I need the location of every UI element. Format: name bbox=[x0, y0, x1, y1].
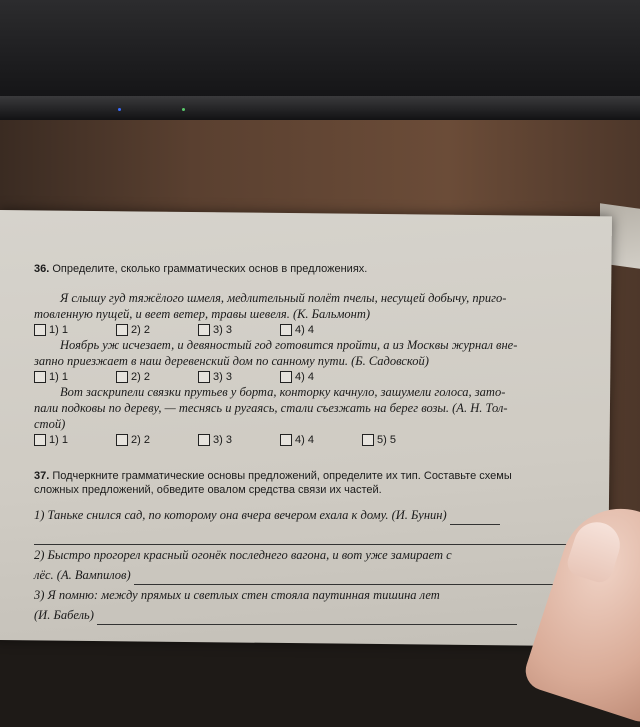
option-checkbox[interactable] bbox=[34, 371, 116, 383]
sentence-2 bbox=[34, 337, 604, 384]
task37-number: 37. bbox=[34, 470, 50, 482]
option-label: 4) 4 bbox=[295, 370, 314, 383]
option-checkbox[interactable] bbox=[116, 371, 198, 383]
checkbox-icon[interactable] bbox=[198, 324, 210, 336]
option-checkbox[interactable] bbox=[34, 324, 116, 336]
answer-line[interactable] bbox=[97, 614, 517, 625]
sentence-2-line2: запно приезжает в наш деревенский дом по санному пути. (Б. Садовской) bbox=[34, 354, 429, 368]
checkbox-icon[interactable] bbox=[362, 434, 374, 446]
sentence-3 bbox=[34, 384, 604, 447]
task36-number: 36. bbox=[34, 263, 50, 275]
task37-item-1 bbox=[34, 505, 604, 525]
checkbox-icon[interactable] bbox=[116, 434, 128, 446]
checkbox-icon[interactable] bbox=[280, 324, 292, 336]
option-label: 5) 5 bbox=[377, 433, 396, 446]
task37-item-2-cont bbox=[34, 565, 604, 585]
option-checkbox[interactable] bbox=[280, 434, 362, 446]
sentence-1-line2: товленную пущей, и веет ветер, травы шевеля. (К. Бальмонт) bbox=[34, 307, 371, 321]
task37-item-3-end: (И. Бабель) bbox=[34, 608, 94, 622]
task36-instruction: Определите, сколько грамматических основ в предложениях. bbox=[52, 263, 368, 275]
option-label: 4) 4 bbox=[295, 433, 314, 446]
task37-header bbox=[34, 469, 604, 483]
option-checkbox[interactable] bbox=[116, 324, 198, 336]
option-label: 3) 3 bbox=[213, 323, 232, 336]
option-checkbox[interactable] bbox=[116, 434, 198, 446]
option-label: 4) 4 bbox=[295, 323, 314, 336]
task37-item-2: 2) Быстро прогорел красный огонёк последнего вагона, и вот уже замирает с bbox=[34, 548, 452, 562]
task37-instruction-line2: сложных предложений, обведите овалом средства связи их частей. bbox=[34, 484, 382, 496]
option-checkbox[interactable] bbox=[280, 324, 362, 336]
option-checkbox[interactable] bbox=[362, 434, 444, 446]
sentence-3-line1: Вот заскрипели связки прутьев у борта, конторку качнуло, зашумели голоса, зато- bbox=[60, 385, 506, 399]
page-content bbox=[34, 262, 604, 625]
answer-line[interactable] bbox=[450, 514, 500, 525]
option-label: 2) 2 bbox=[131, 323, 150, 336]
option-checkbox[interactable] bbox=[198, 371, 280, 383]
answer-line-full[interactable] bbox=[34, 525, 604, 545]
option-label: 2) 2 bbox=[131, 433, 150, 446]
sentence-3-line2: пали подковы по дереву, — теснясь и ругаясь, стали съезжать на берег возы. (А. Н. Тол- bbox=[34, 401, 508, 415]
answer-line[interactable] bbox=[134, 574, 554, 585]
option-label: 3) 3 bbox=[213, 370, 232, 383]
checkbox-icon[interactable] bbox=[280, 371, 292, 383]
option-checkbox[interactable] bbox=[198, 324, 280, 336]
option-label: 1) 1 bbox=[49, 433, 68, 446]
task37-instruction-line1: Подчеркните грамматические основы предложений, определите их тип. Составьте схемы bbox=[52, 470, 512, 482]
sentence-1-options bbox=[34, 322, 604, 337]
task37-item-1-text: 1) Таньке снился сад, по которому она вчера вечером ехала к дому. (И. Бунин) bbox=[34, 508, 447, 522]
task36-header bbox=[34, 262, 604, 276]
option-checkbox[interactable] bbox=[280, 371, 362, 383]
option-label: 3) 3 bbox=[213, 433, 232, 446]
checkbox-icon[interactable] bbox=[198, 371, 210, 383]
sentence-3-options bbox=[34, 432, 604, 447]
sentence-2-line1: Ноябрь уж исчезает, и девяностый год готовится пройти, а из Москвы журнал вне- bbox=[60, 338, 518, 352]
option-label: 1) 1 bbox=[49, 370, 68, 383]
checkbox-icon[interactable] bbox=[116, 371, 128, 383]
option-label: 2) 2 bbox=[131, 370, 150, 383]
sentence-1-line1: Я слышу гуд тяжёлого шмеля, медлительный полёт пчелы, несущей добычу, приго- bbox=[60, 291, 507, 305]
task37-item-2-end: лёс. (А. Вампилов) bbox=[34, 568, 131, 582]
sentence-1 bbox=[34, 290, 604, 337]
option-checkbox[interactable] bbox=[198, 434, 280, 446]
checkbox-icon[interactable] bbox=[116, 324, 128, 336]
laptop-led bbox=[182, 108, 185, 111]
option-checkbox[interactable] bbox=[34, 434, 116, 446]
checkbox-icon[interactable] bbox=[34, 434, 46, 446]
task37-item-3-cont bbox=[34, 605, 604, 625]
sentence-2-options bbox=[34, 369, 604, 384]
sentence-3-line3: стой) bbox=[34, 417, 66, 431]
task37-item-3: 3) Я помню: между прямых и светлых стен стояла паутинная тишина лет bbox=[34, 588, 440, 602]
laptop-edge bbox=[0, 96, 640, 120]
laptop-led bbox=[118, 108, 121, 111]
checkbox-icon[interactable] bbox=[198, 434, 210, 446]
checkbox-icon[interactable] bbox=[280, 434, 292, 446]
checkbox-icon[interactable] bbox=[34, 371, 46, 383]
checkbox-icon[interactable] bbox=[34, 324, 46, 336]
option-label: 1) 1 bbox=[49, 323, 68, 336]
